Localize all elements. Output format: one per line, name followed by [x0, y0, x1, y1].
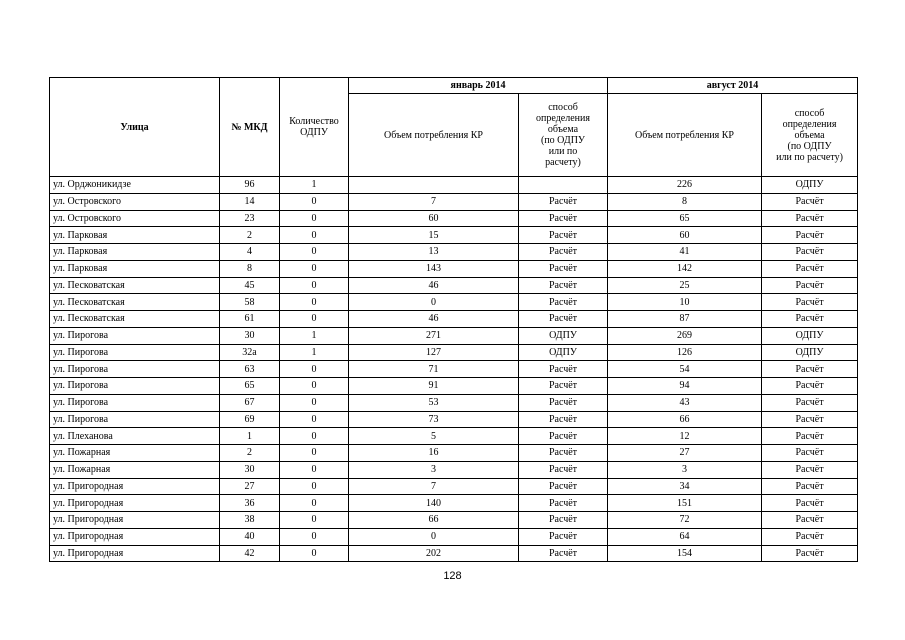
cell-street: ул. Пригородная: [50, 528, 220, 545]
cell-aug-method: Расчёт: [762, 445, 858, 462]
cell-jan-method: Расчёт: [519, 512, 608, 529]
table-header: [50, 78, 858, 177]
cell-mkd: 8: [220, 260, 280, 277]
cell-street: ул. Пирогова: [50, 361, 220, 378]
cell-aug-method: Расчёт: [762, 210, 858, 227]
table-row: [50, 378, 858, 395]
cell-odpu-count: 1: [280, 327, 349, 344]
cell-aug-volume: 60: [608, 227, 762, 244]
cell-jan-method: Расчёт: [519, 244, 608, 261]
cell-street: ул. Пирогова: [50, 327, 220, 344]
cell-mkd: 30: [220, 327, 280, 344]
cell-jan-volume: 0: [349, 528, 519, 545]
cell-mkd: 2: [220, 227, 280, 244]
cell-jan-method: Расчёт: [519, 394, 608, 411]
cell-aug-method: Расчёт: [762, 260, 858, 277]
header-aug-volume: Объем потребления КР: [608, 94, 762, 177]
cell-odpu-count: 0: [280, 311, 349, 328]
cell-street: ул. Парковая: [50, 227, 220, 244]
cell-street: ул. Островского: [50, 210, 220, 227]
header-jan-volume: Объем потребления КР: [349, 94, 519, 177]
table-row: [50, 394, 858, 411]
cell-jan-volume: 271: [349, 327, 519, 344]
table-row: [50, 210, 858, 227]
cell-street: ул. Пожарная: [50, 461, 220, 478]
cell-odpu-count: 0: [280, 495, 349, 512]
cell-aug-volume: 8: [608, 193, 762, 210]
cell-street: ул. Пирогова: [50, 344, 220, 361]
cell-street: ул. Пригородная: [50, 512, 220, 529]
cell-jan-volume: [349, 177, 519, 194]
cell-odpu-count: 0: [280, 227, 349, 244]
cell-mkd: 58: [220, 294, 280, 311]
cell-jan-volume: 15: [349, 227, 519, 244]
cell-odpu-count: 0: [280, 461, 349, 478]
cell-jan-method: Расчёт: [519, 428, 608, 445]
cell-mkd: 67: [220, 394, 280, 411]
table-row: [50, 445, 858, 462]
cell-mkd: 69: [220, 411, 280, 428]
cell-aug-volume: 151: [608, 495, 762, 512]
cell-street: ул. Пригородная: [50, 545, 220, 562]
cell-aug-volume: 72: [608, 512, 762, 529]
cell-jan-method: [519, 177, 608, 194]
cell-odpu-count: 0: [280, 277, 349, 294]
header-jan-method: способ определения объема (по ОДПУ или по расчету): [519, 94, 608, 177]
cell-jan-volume: 7: [349, 193, 519, 210]
cell-aug-volume: 12: [608, 428, 762, 445]
cell-mkd: 23: [220, 210, 280, 227]
cell-odpu-count: 0: [280, 411, 349, 428]
cell-street: ул. Песковатская: [50, 294, 220, 311]
cell-jan-volume: 60: [349, 210, 519, 227]
cell-odpu-count: 0: [280, 210, 349, 227]
table-row: [50, 344, 858, 361]
cell-jan-method: Расчёт: [519, 277, 608, 294]
cell-jan-method: Расчёт: [519, 378, 608, 395]
cell-aug-method: Расчёт: [762, 528, 858, 545]
table-row: [50, 478, 858, 495]
cell-mkd: 63: [220, 361, 280, 378]
cell-aug-method: Расчёт: [762, 545, 858, 562]
cell-aug-volume: 94: [608, 378, 762, 395]
cell-mkd: 36: [220, 495, 280, 512]
cell-odpu-count: 0: [280, 260, 349, 277]
header-mkd: № МКД: [220, 78, 280, 177]
cell-aug-volume: 154: [608, 545, 762, 562]
cell-aug-volume: 64: [608, 528, 762, 545]
cell-aug-volume: 87: [608, 311, 762, 328]
cell-aug-method: Расчёт: [762, 495, 858, 512]
header-period-january: январь 2014: [349, 78, 608, 94]
cell-jan-volume: 66: [349, 512, 519, 529]
cell-aug-volume: 126: [608, 344, 762, 361]
cell-jan-volume: 143: [349, 260, 519, 277]
cell-street: ул. Пожарная: [50, 445, 220, 462]
cell-odpu-count: 0: [280, 394, 349, 411]
table-row: [50, 361, 858, 378]
cell-jan-volume: 127: [349, 344, 519, 361]
cell-aug-volume: 66: [608, 411, 762, 428]
cell-aug-method: ОДПУ: [762, 177, 858, 194]
cell-street: ул. Плеханова: [50, 428, 220, 445]
cell-street: ул. Пирогова: [50, 411, 220, 428]
cell-odpu-count: 0: [280, 361, 349, 378]
cell-odpu-count: 0: [280, 545, 349, 562]
cell-street: ул. Пригородная: [50, 478, 220, 495]
table-row: [50, 244, 858, 261]
cell-odpu-count: 1: [280, 177, 349, 194]
page-number: 128: [443, 570, 462, 582]
cell-aug-volume: 43: [608, 394, 762, 411]
table-row: [50, 495, 858, 512]
cell-mkd: 40: [220, 528, 280, 545]
table-row: [50, 528, 858, 545]
cell-street: ул. Пригородная: [50, 495, 220, 512]
cell-mkd: 2: [220, 445, 280, 462]
cell-mkd: 65: [220, 378, 280, 395]
cell-odpu-count: 0: [280, 445, 349, 462]
cell-aug-method: Расчёт: [762, 277, 858, 294]
cell-odpu-count: 0: [280, 428, 349, 445]
cell-mkd: 32а: [220, 344, 280, 361]
cell-mkd: 96: [220, 177, 280, 194]
cell-aug-method: Расчёт: [762, 428, 858, 445]
cell-aug-method: Расчёт: [762, 227, 858, 244]
cell-odpu-count: 0: [280, 193, 349, 210]
cell-aug-method: ОДПУ: [762, 327, 858, 344]
cell-aug-method: Расчёт: [762, 244, 858, 261]
cell-street: ул. Пирогова: [50, 378, 220, 395]
cell-mkd: 27: [220, 478, 280, 495]
cell-jan-method: Расчёт: [519, 311, 608, 328]
cell-street: ул. Орджоникидзе: [50, 177, 220, 194]
cell-aug-volume: 34: [608, 478, 762, 495]
cell-street: ул. Островского: [50, 193, 220, 210]
table-row: [50, 227, 858, 244]
cell-mkd: 4: [220, 244, 280, 261]
cell-mkd: 30: [220, 461, 280, 478]
cell-aug-method: Расчёт: [762, 361, 858, 378]
cell-aug-method: Расчёт: [762, 193, 858, 210]
cell-jan-method: Расчёт: [519, 210, 608, 227]
cell-aug-volume: 27: [608, 445, 762, 462]
cell-aug-method: Расчёт: [762, 411, 858, 428]
cell-jan-method: Расчёт: [519, 545, 608, 562]
table-row: [50, 327, 858, 344]
cell-odpu-count: 0: [280, 528, 349, 545]
cell-aug-method: Расчёт: [762, 311, 858, 328]
cell-aug-volume: 54: [608, 361, 762, 378]
table-row: [50, 545, 858, 562]
table-row: [50, 260, 858, 277]
cell-aug-method: Расчёт: [762, 512, 858, 529]
consumption-table: [49, 77, 858, 562]
cell-aug-method: Расчёт: [762, 461, 858, 478]
cell-jan-volume: 91: [349, 378, 519, 395]
cell-odpu-count: 1: [280, 344, 349, 361]
table-row: [50, 512, 858, 529]
cell-jan-volume: 46: [349, 311, 519, 328]
cell-aug-volume: 142: [608, 260, 762, 277]
cell-street: ул. Пирогова: [50, 394, 220, 411]
header-odpu-count: Количество ОДПУ: [280, 78, 349, 177]
cell-jan-method: Расчёт: [519, 193, 608, 210]
table-row: [50, 411, 858, 428]
cell-jan-volume: 5: [349, 428, 519, 445]
table-row: [50, 428, 858, 445]
cell-street: ул. Парковая: [50, 260, 220, 277]
cell-aug-volume: 3: [608, 461, 762, 478]
header-period-august: август 2014: [608, 78, 858, 94]
table-row: [50, 277, 858, 294]
cell-jan-volume: 13: [349, 244, 519, 261]
cell-aug-volume: 65: [608, 210, 762, 227]
cell-jan-method: Расчёт: [519, 227, 608, 244]
cell-jan-method: Расчёт: [519, 478, 608, 495]
cell-jan-volume: 202: [349, 545, 519, 562]
table-body: [50, 177, 858, 562]
cell-odpu-count: 0: [280, 512, 349, 529]
cell-jan-method: ОДПУ: [519, 344, 608, 361]
cell-aug-method: Расчёт: [762, 394, 858, 411]
cell-street: ул. Песковатская: [50, 277, 220, 294]
cell-odpu-count: 0: [280, 244, 349, 261]
cell-jan-method: Расчёт: [519, 361, 608, 378]
header-street: Улица: [50, 78, 220, 177]
header-aug-method: способ определения объема (по ОДПУ или по расчету): [762, 94, 858, 177]
cell-aug-volume: 25: [608, 277, 762, 294]
cell-aug-volume: 269: [608, 327, 762, 344]
cell-jan-method: Расчёт: [519, 260, 608, 277]
cell-jan-method: Расчёт: [519, 495, 608, 512]
table-row: [50, 461, 858, 478]
cell-jan-method: Расчёт: [519, 294, 608, 311]
cell-jan-method: Расчёт: [519, 461, 608, 478]
cell-jan-method: Расчёт: [519, 411, 608, 428]
cell-odpu-count: 0: [280, 378, 349, 395]
cell-aug-volume: 41: [608, 244, 762, 261]
cell-mkd: 61: [220, 311, 280, 328]
table-row: [50, 193, 858, 210]
cell-aug-volume: 10: [608, 294, 762, 311]
cell-mkd: 38: [220, 512, 280, 529]
cell-aug-method: Расчёт: [762, 378, 858, 395]
table-row: [50, 311, 858, 328]
table-row: [50, 177, 858, 194]
cell-street: ул. Песковатская: [50, 311, 220, 328]
cell-street: ул. Парковая: [50, 244, 220, 261]
cell-jan-method: Расчёт: [519, 528, 608, 545]
cell-aug-method: Расчёт: [762, 294, 858, 311]
cell-jan-method: Расчёт: [519, 445, 608, 462]
cell-jan-method: ОДПУ: [519, 327, 608, 344]
cell-aug-method: ОДПУ: [762, 344, 858, 361]
cell-mkd: 45: [220, 277, 280, 294]
cell-aug-method: Расчёт: [762, 478, 858, 495]
cell-aug-volume: 226: [608, 177, 762, 194]
cell-mkd: 1: [220, 428, 280, 445]
cell-odpu-count: 0: [280, 294, 349, 311]
cell-mkd: 42: [220, 545, 280, 562]
cell-jan-volume: 7: [349, 478, 519, 495]
cell-jan-volume: 140: [349, 495, 519, 512]
cell-jan-volume: 3: [349, 461, 519, 478]
cell-jan-volume: 16: [349, 445, 519, 462]
cell-jan-volume: 53: [349, 394, 519, 411]
cell-mkd: 14: [220, 193, 280, 210]
cell-jan-volume: 46: [349, 277, 519, 294]
table-row: [50, 294, 858, 311]
cell-odpu-count: 0: [280, 478, 349, 495]
cell-jan-volume: 73: [349, 411, 519, 428]
cell-jan-volume: 71: [349, 361, 519, 378]
cell-jan-volume: 0: [349, 294, 519, 311]
